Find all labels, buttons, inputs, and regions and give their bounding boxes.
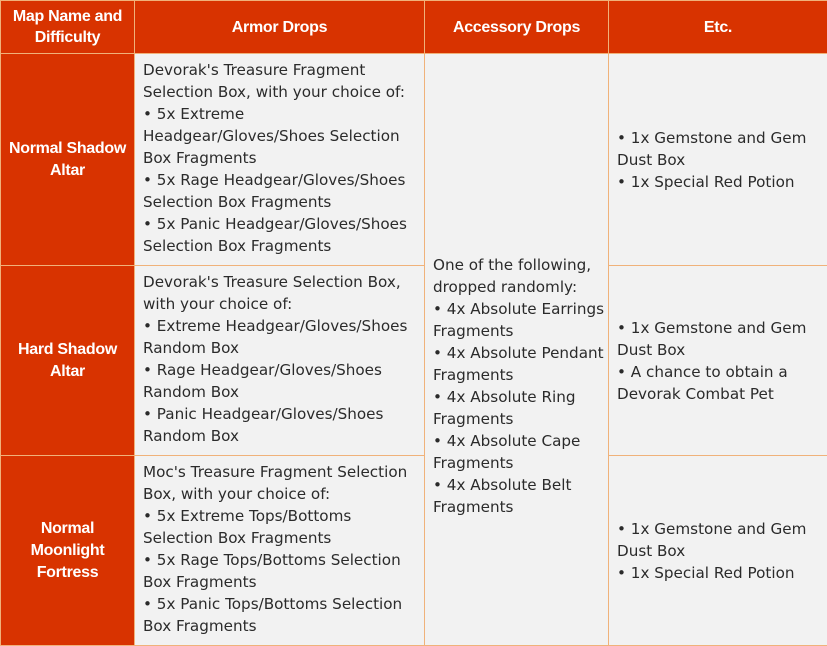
etc-drops bbox=[609, 266, 827, 456]
etc-drops bbox=[609, 456, 827, 646]
armor-drops bbox=[135, 54, 425, 266]
map-name: Hard Shadow Altar bbox=[1, 266, 135, 456]
etc-drops bbox=[609, 54, 827, 266]
header-map: Map Name and Difficulty bbox=[1, 1, 135, 54]
armor-line: • Extreme Headgear/Gloves/Shoes Random Box bbox=[143, 315, 420, 359]
armor-line: • Panic Headgear/Gloves/Shoes Random Box bbox=[143, 403, 420, 447]
etc-line: • 1x Gemstone and Gem Dust Box bbox=[617, 127, 823, 171]
header-row bbox=[1, 1, 827, 54]
table-row bbox=[1, 266, 827, 456]
armor-line: • 5x Panic Tops/Bottoms Selection Box Fragments bbox=[143, 593, 420, 637]
armor-line: • 5x Extreme Tops/Bottoms Selection Box Fragments bbox=[143, 505, 420, 549]
header-etc: Etc. bbox=[609, 1, 827, 54]
armor-line: • 5x Rage Tops/Bottoms Selection Box Fragments bbox=[143, 549, 420, 593]
map-name: Normal Shadow Altar bbox=[1, 54, 135, 266]
accessory-line: • 4x Absolute Ring Fragments bbox=[433, 386, 604, 430]
armor-drops bbox=[135, 456, 425, 646]
etc-line: • 1x Gemstone and Gem Dust Box bbox=[617, 317, 823, 361]
armor-line: • 5x Rage Headgear/Gloves/Shoes Selection Box Fragments bbox=[143, 169, 420, 213]
etc-line: • 1x Special Red Potion bbox=[617, 171, 823, 193]
accessory-line: • 4x Absolute Earrings Fragments bbox=[433, 298, 604, 342]
accessory-line: • 4x Absolute Pendant Fragments bbox=[433, 342, 604, 386]
armor-line: Moc's Treasure Fragment Selection Box, with your choice of: bbox=[143, 461, 420, 505]
armor-line: • Rage Headgear/Gloves/Shoes Random Box bbox=[143, 359, 420, 403]
armor-line: • 5x Panic Headgear/Gloves/Shoes Selection Box Fragments bbox=[143, 213, 420, 257]
etc-line: • 1x Gemstone and Gem Dust Box bbox=[617, 518, 823, 562]
etc-line: • 1x Special Red Potion bbox=[617, 562, 823, 584]
armor-line: • 5x Extreme Headgear/Gloves/Shoes Selection Box Fragments bbox=[143, 103, 420, 169]
accessory-line: • 4x Absolute Cape Fragments bbox=[433, 430, 604, 474]
table-row bbox=[1, 54, 827, 266]
table-row bbox=[1, 456, 827, 646]
accessory-drops bbox=[425, 54, 609, 646]
accessory-line: One of the following, dropped randomly: bbox=[433, 254, 604, 298]
header-accessory: Accessory Drops bbox=[425, 1, 609, 54]
armor-line: Devorak's Treasure Fragment Selection Box, with your choice of: bbox=[143, 59, 420, 103]
etc-line: • A chance to obtain a Devorak Combat Pet bbox=[617, 361, 823, 405]
accessory-line: • 4x Absolute Belt Fragments bbox=[433, 474, 604, 518]
armor-drops bbox=[135, 266, 425, 456]
header-armor: Armor Drops bbox=[135, 1, 425, 54]
map-name: Normal Moonlight Fortress bbox=[1, 456, 135, 646]
armor-line: Devorak's Treasure Selection Box, with your choice of: bbox=[143, 271, 420, 315]
